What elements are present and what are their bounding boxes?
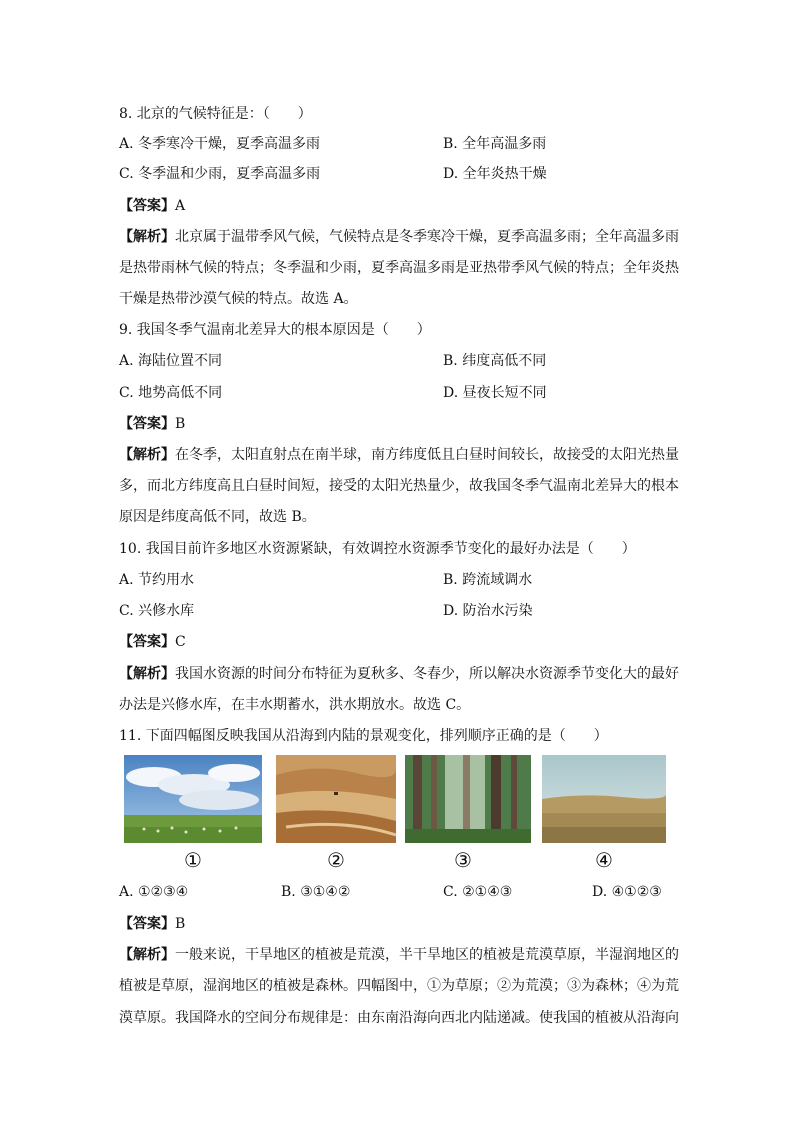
q8-stem: 8. 北京的气候特征是：（ ） (119, 106, 312, 122)
photo-label-4: ④ (595, 848, 613, 872)
q9-analysis-line-3: 原因是纬度高低不同，故选 B。 (119, 509, 316, 525)
answer-tag: 【答案】 (119, 916, 175, 932)
q10-option-d[interactable]: D. 防治水污染 (443, 603, 533, 619)
photo-desert (276, 755, 396, 843)
q11-option-b[interactable]: B. ③①④② (281, 884, 351, 900)
q11-analysis-line-3: 漠草原。我国降水的空间分布规律是：由东南沿海向西北内陆递减。使我国的植被从沿海向 (119, 1010, 679, 1026)
photo-label-3: ③ (454, 848, 472, 872)
photo-desert-steppe (542, 755, 666, 843)
q9-option-c[interactable]: C. 地势高低不同 (119, 385, 223, 401)
q9-answer (119, 414, 679, 434)
analysis-tag: 【解析】 (119, 447, 175, 463)
analysis-tag: 【解析】 (119, 947, 175, 963)
answer-tag: 【答案】 (119, 198, 175, 214)
q10-option-c[interactable]: C. 兴修水库 (119, 603, 195, 619)
photo-label-1: ① (184, 848, 202, 872)
q9-option-b[interactable]: B. 纬度高低不同 (443, 353, 547, 369)
analysis-tag: 【解析】 (119, 229, 175, 245)
q11-option-d[interactable]: D. ④①②③ (592, 884, 662, 900)
q11-stem: 11. 下面四幅图反映我国从沿海到内陆的景观变化，排列顺序正确的是（ ） (119, 728, 608, 744)
answer-tag: 【答案】 (119, 416, 175, 432)
q9-analysis-line-2: 多，而北方纬度高且白昼时间短，接受的太阳光热量少，故我国冬季气温南北差异大的根本 (119, 478, 679, 494)
q8-analysis-line-1 (119, 227, 679, 247)
photo-label-2: ② (327, 848, 345, 872)
q8-analysis-line-3: 干燥是热带沙漠气候的特点。故选 A。 (119, 291, 358, 307)
q9-option-a[interactable]: A. 海陆位置不同 (119, 353, 223, 369)
answer-value: B (175, 916, 186, 932)
q8-option-b[interactable]: B. 全年高温多雨 (443, 136, 547, 152)
analysis-text: 我国水资源的时间分布特征为夏秋多、冬春少，所以解决水资源季节变化大的最好 (175, 666, 679, 682)
answer-value: A (175, 198, 186, 214)
q8-option-c[interactable]: C. 冬季温和少雨，夏季高温多雨 (119, 166, 321, 182)
q11-analysis-line-2: 植被是草原，湿润地区的植被是森林。四幅图中，①为草原；②为荒漠；③为森林；④为荒 (119, 978, 679, 994)
q9-stem: 9. 我国冬季气温南北差异大的根本原因是（ ） (119, 322, 431, 338)
answer-value: C (175, 634, 186, 650)
q8-answer (119, 196, 679, 216)
q10-stem: 10. 我国目前许多地区水资源紧缺，有效调控水资源季节变化的最好办法是（ ） (119, 541, 636, 557)
q11-answer (119, 914, 679, 934)
q10-answer (119, 632, 679, 652)
answer-tag: 【答案】 (119, 634, 175, 650)
analysis-text: 北京属于温带季风气候，气候特点是冬季寒冷干燥，夏季高温多雨；全年高温多雨 (175, 229, 679, 245)
q8-option-d[interactable]: D. 全年炎热干燥 (443, 166, 547, 182)
q10-option-b[interactable]: B. 跨流域调水 (443, 572, 533, 588)
q8-analysis-line-2: 是热带雨林气候的特点；冬季温和少雨，夏季高温多雨是亚热带季风气候的特点；全年炎热 (119, 260, 679, 276)
q11-option-c[interactable]: C. ②①④③ (443, 884, 513, 900)
q11-analysis-line-1 (119, 945, 679, 965)
q11-option-a[interactable]: A. ①②③④ (119, 884, 189, 900)
q10-option-a[interactable]: A. 节约用水 (119, 572, 195, 588)
analysis-text: 一般来说，干旱地区的植被是荒漠，半干旱地区的植被是荒漠草原，半湿润地区的 (175, 947, 679, 963)
answer-value: B (175, 416, 186, 432)
analysis-tag: 【解析】 (119, 666, 175, 682)
photo-forest (405, 755, 531, 843)
analysis-text: 在冬季，太阳直射点在南半球，南方纬度低且白昼时间较长，故接受的太阳光热量 (175, 447, 679, 463)
photo-grassland (124, 755, 262, 843)
q9-option-d[interactable]: D. 昼夜长短不同 (443, 385, 547, 401)
q8-option-a[interactable]: A. 冬季寒冷干燥，夏季高温多雨 (119, 136, 321, 152)
q10-analysis-line-2: 办法是兴修水库，在丰水期蓄水，洪水期放水。故选 C。 (119, 697, 471, 713)
q10-analysis-line-1 (119, 664, 679, 684)
q9-analysis-line-1 (119, 445, 679, 465)
